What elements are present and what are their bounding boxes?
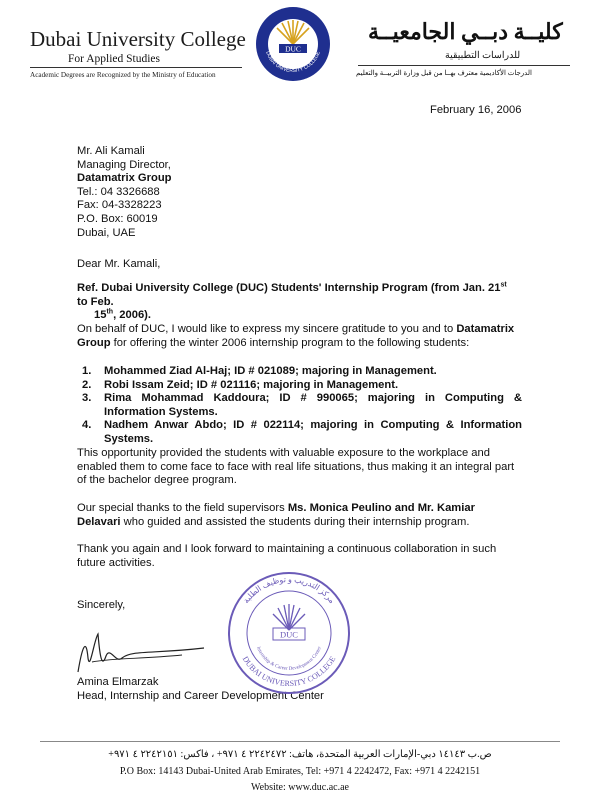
- svg-text:DUBAI UNIVERSITY COLLEGE: DUBAI UNIVERSITY COLLEGE: [264, 50, 322, 75]
- student-list: [82, 365, 522, 447]
- signer-name: Amina Elmarzak: [77, 676, 159, 688]
- recipient-title: Managing Director,: [77, 158, 171, 171]
- college-name: Dubai University College: [30, 27, 246, 51]
- handwritten-signature: [72, 628, 212, 678]
- duc-logo: [255, 6, 331, 82]
- svg-text:DUBAI UNIVERSITY COLLEGE: DUBAI UNIVERSITY COLLEGE: [240, 654, 338, 689]
- list-item: 1. Mohammed Ziad Al-Haj; ID # 021089; majoring in Management.: [82, 365, 437, 377]
- official-stamp: [226, 570, 352, 696]
- footer-divider: [40, 741, 560, 742]
- recipient-fax: Fax: 04-3328223: [77, 199, 162, 212]
- svg-text:DUC: DUC: [280, 629, 298, 640]
- svg-text:مركز التدريب و توظيف الطلبة: مركز التدريب و توظيف الطلبة: [241, 574, 337, 606]
- greeting: Dear Mr. Kamali,: [77, 258, 161, 270]
- paragraph-thanks-supervisors: Our special thanks to the field supervisors Ms. Monica Peulino and Mr. Kamiar Delavari who guided and assisted the students during their internship program.: [77, 502, 475, 528]
- college-name-arabic: كليــة دبــي الجامعيــة: [368, 19, 563, 44]
- recipient-block: [77, 145, 172, 240]
- signer-title: Head, Internship and Career Development Center: [77, 690, 324, 702]
- paragraph-closing: Thank you again and I look forward to maintaining a continuous collaboration in such future activities.: [77, 543, 497, 569]
- recipient-company: Datamatrix Group: [77, 172, 172, 185]
- closing: Sincerely,: [77, 599, 126, 611]
- footer-address: P.O Box: 14143 Dubai-United Arab Emirates, Tel: +971 4 2242472, Fax: +971 4 2242151: [119, 766, 481, 777]
- svg-text:DUC: DUC: [285, 44, 301, 54]
- recipient-tel: Tel.: 04 3326688: [77, 185, 160, 198]
- accreditation-note-arabic: الدرجات الأكاديمية معترف بهــا من قبل وزارة التربيــة والتعليم: [356, 69, 532, 77]
- footer-website: Website: www.duc.ac.ae: [251, 782, 349, 793]
- list-item: 4. Nadhem Anwar Abdo; ID # 022114; majoring in Computing & Information Systems.: [82, 419, 522, 445]
- letter-date: February 16, 2006: [430, 104, 522, 116]
- header-divider: [30, 67, 242, 68]
- recipient-city: Dubai, UAE: [77, 226, 136, 239]
- paragraph-gratitude: On behalf of DUC, I would like to express my sincere gratitude to you and to Datamatrix Group for offering the winter 2006 internship program to the following students:: [77, 323, 515, 349]
- recipient-name: Mr. Ali Kamali: [77, 145, 145, 157]
- college-subtitle-arabic: للدراسات التطبيقية: [445, 51, 521, 61]
- paragraph-opportunity: This opportunity provided the students with valuable exposure to the workplace and enabled them to come face to face with real life situations, thus making it an integral part of the bachelor degree program.: [77, 447, 515, 487]
- college-subtitle: For Applied Studies: [68, 53, 161, 65]
- svg-text:Internship & Career Developmen: Internship & Career Development Center: [255, 646, 323, 672]
- recipient-pobox: P.O. Box: 60019: [77, 212, 158, 225]
- reference-line: Ref. Dubai University College (DUC) Students' Internship Program (from Jan. 21st to Feb. 15th, 2006).: [77, 281, 507, 322]
- footer-address-arabic: ص.ب ١٤١٤٣ دبي-الإمارات العربية المتحدة، هاتف: ٢٢٤٢٤٧٢ ٤ ٩٧١+ ، فاكس: ٢٢٤٢١٥١ ٤ ٩٧١+: [108, 749, 492, 760]
- list-item: 3. Rima Mohammad Kaddoura; ID # 990065; majoring in Computing & Information Systems.: [82, 392, 522, 418]
- accreditation-note: Academic Degrees are Recognized by the Ministry of Education: [30, 71, 216, 79]
- header-divider-arabic: [358, 65, 570, 66]
- list-item: 2. Robi Issam Zeid; ID # 021116; majoring in Management.: [82, 378, 399, 391]
